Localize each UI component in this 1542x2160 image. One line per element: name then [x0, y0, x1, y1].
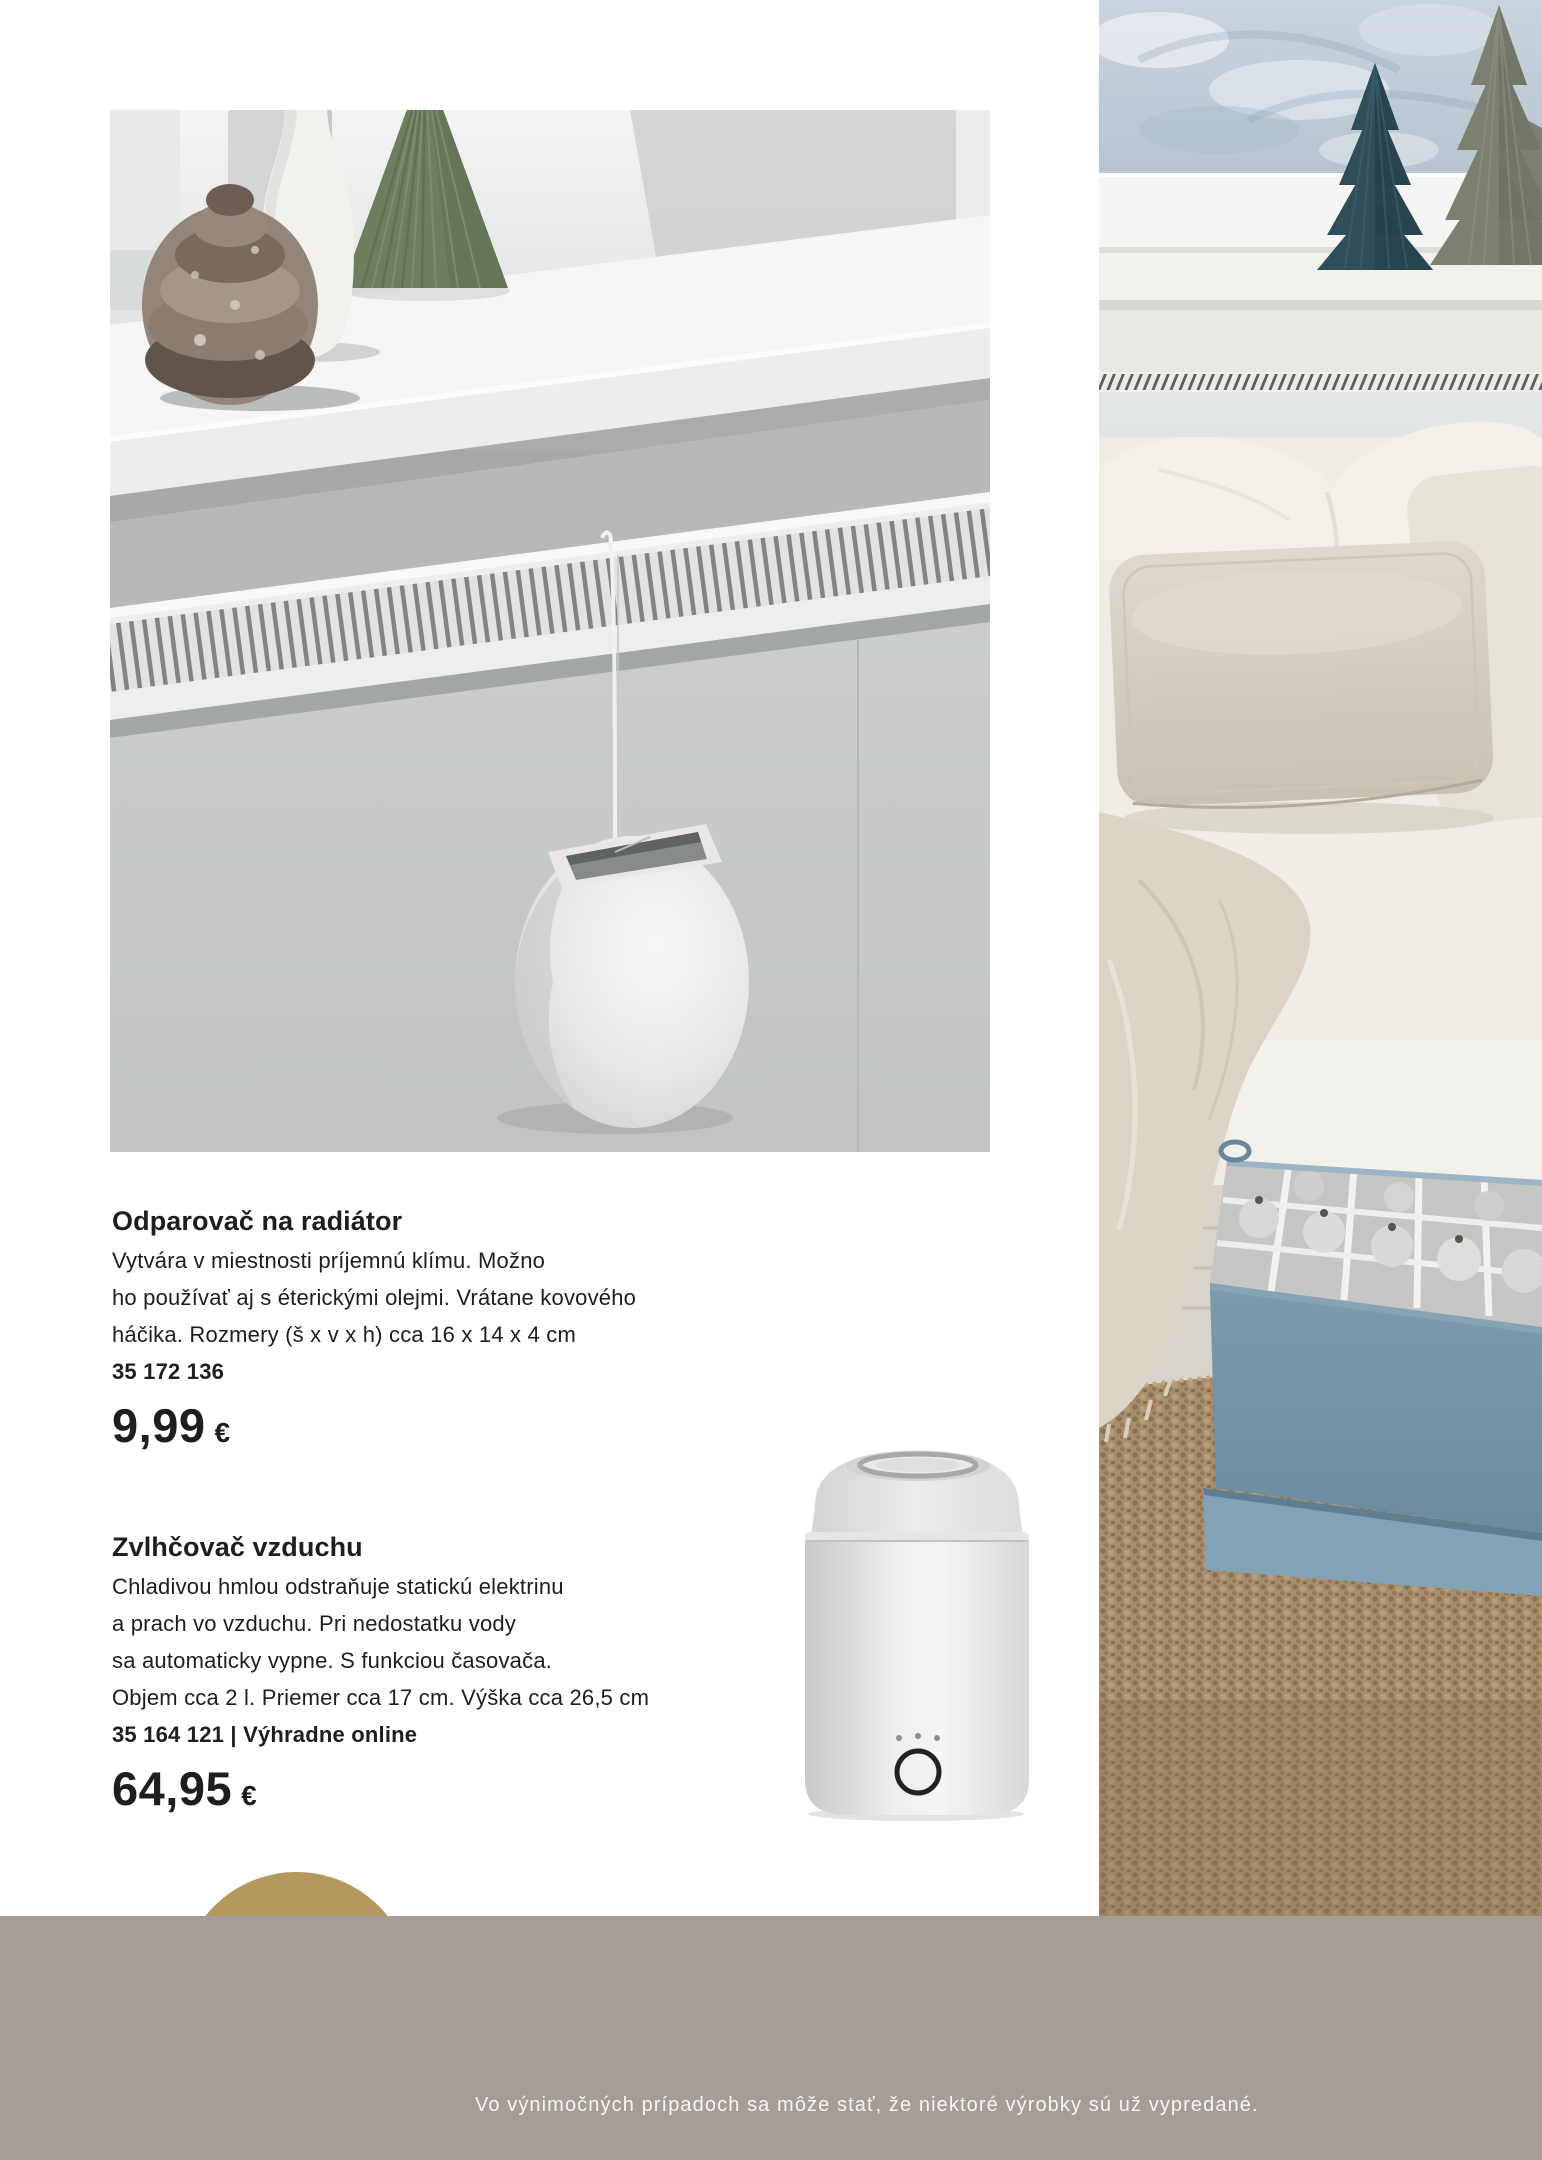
- pillow-beige: [1108, 540, 1495, 813]
- radiator-fins: [1099, 374, 1542, 390]
- radiator-evaporator-photo: [110, 110, 990, 1152]
- product-radiator-evaporator: [112, 1204, 752, 1452]
- description-line: sa automaticky vypne. S funkciou časovača.: [112, 1648, 553, 1673]
- window-view: [1099, 0, 1542, 180]
- product-title: Odparovač na radiátor: [112, 1206, 403, 1236]
- humidifier-illustration: [800, 1442, 1035, 1824]
- footer-note: Vo výnimočných prípadoch sa môže stať, že niektoré výrobky sú už vypredané.: [475, 2094, 1259, 2116]
- product-article-number: 35 172 136: [112, 1359, 225, 1384]
- product-description: [112, 1568, 752, 1716]
- price-value: 9,99: [112, 1399, 206, 1452]
- description-line: a prach vo vzduchu. Pri nedostatku vody: [112, 1611, 517, 1636]
- description-line: Vytvára v miestnosti príjemnú klímu. Možno: [112, 1248, 546, 1273]
- price-value: 64,95: [112, 1762, 233, 1815]
- radiator-evaporator-illustration: [110, 110, 990, 1152]
- living-room-illustration: [1099, 0, 1542, 1917]
- description-line: Chladivou hmlou odstraňuje statickú elektrinu: [112, 1574, 564, 1599]
- product-title: Zvlhčovač vzduchu: [112, 1532, 363, 1562]
- product-air-humidifier: [112, 1530, 752, 1815]
- product-price: [112, 1763, 752, 1815]
- power-button: [897, 1751, 939, 1793]
- ornament-box: [1203, 1142, 1542, 1596]
- description-line: Objem cca 2 l. Priemer cca 17 cm. Výška cca 26,5 cm: [112, 1685, 650, 1710]
- product-description: [112, 1242, 752, 1353]
- description-line: háčika. Rozmery (š x v x h) cca 16 x 14 x 4 cm: [112, 1322, 577, 1347]
- humidifier-product-photo: [800, 1442, 1035, 1824]
- living-room-photo: [1099, 0, 1542, 1917]
- product-article-number: 35 164 121 | Výhradne online: [112, 1722, 418, 1747]
- description-line: ho používať aj s éterickými olejmi. Vrátane kovového: [112, 1285, 637, 1310]
- footer-bar: [0, 1916, 1542, 2160]
- currency-symbol: €: [214, 1417, 231, 1448]
- product-price: [112, 1400, 752, 1452]
- currency-symbol: €: [241, 1780, 257, 1811]
